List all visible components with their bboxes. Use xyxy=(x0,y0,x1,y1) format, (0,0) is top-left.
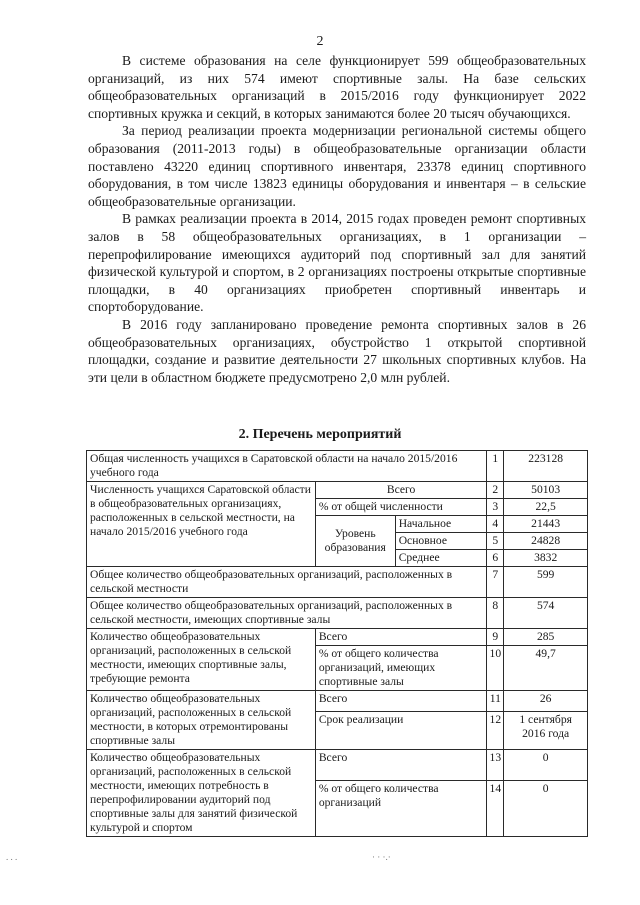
table-row xyxy=(87,451,588,482)
paragraph: В рамках реализации проекта в 2014, 2015 годах проведен ремонт спортивных залов в 58 общеобразовательных организациях, в 1 организации – перепрофилирование имеющихся аудиторий под спортивный зал для занятий физической культурой и спортом, в 2 организациях построены открытые спортивные площадки, в 40 организациях приобретен спортивный инвентарь и спортоборудование. xyxy=(88,211,586,315)
sub-label: Всего xyxy=(315,629,487,646)
sub-label: Всего xyxy=(315,482,487,499)
scan-artifact: · · ·.· xyxy=(372,852,391,862)
table-row xyxy=(87,750,588,781)
row-value: 26 xyxy=(504,691,588,712)
table-row xyxy=(87,482,588,499)
paragraph: В 2016 году запланировано проведение ремонта спортивных залов в 26 общеобразовательных организациях, обустройство 1 открытой спортивной площадки, создание и развитие деятельности 27 школьных спортивных клубов. На эти цели в областном бюджете предусмотрено 2,0 млн рублей. xyxy=(88,316,586,385)
measures-table xyxy=(86,450,588,837)
body-text xyxy=(88,52,586,386)
row-label: Общее количество общеобразовательных организаций, расположенных в сельской местности xyxy=(87,567,487,598)
row-number: 3 xyxy=(487,499,504,516)
row-label: Общее количество общеобразовательных организаций, расположенных в сельской местности, имеющих спортивные залы xyxy=(87,598,487,629)
row-value: 21443 xyxy=(504,516,588,533)
row-value: 285 xyxy=(504,629,588,646)
table-row xyxy=(87,567,588,598)
sub-label: % от общего количества организаций, имеющих спортивные залы xyxy=(315,646,487,691)
level-name: Начальное xyxy=(395,516,487,533)
row-number: 5 xyxy=(487,533,504,550)
paragraph: В системе образования на селе функционирует 599 общеобразовательных организаций, из них 574 имеют спортивные залы. На базе сельских общеобразовательных организаций в 2015/2016 году функционирует 2022 спортивных кружка и секций, в которых занимаются более 20 тысяч обучающихся. xyxy=(88,53,586,121)
row-label: Количество общеобразовательных организаций, расположенных в сельской местности, имеющих спортивные залы, требующие ремонта xyxy=(87,629,316,691)
scan-artifact: . . . xyxy=(6,852,18,862)
sub-label: Всего xyxy=(315,750,487,781)
sub-label: Всего xyxy=(315,691,487,712)
row-number: 4 xyxy=(487,516,504,533)
row-value: 3832 xyxy=(504,550,588,567)
row-value: 1 сентября 2016 года xyxy=(504,711,588,749)
row-value: 22,5 xyxy=(504,499,588,516)
row-number: 13 xyxy=(487,750,504,781)
sub-label: Срок реализации xyxy=(315,711,487,749)
level-name: Основное xyxy=(395,533,487,550)
row-number: 9 xyxy=(487,629,504,646)
row-label: Численность учащихся Саратовской области в общеобразовательных организациях, расположенных в сельской местности, на начало 2015/2016 учебного года xyxy=(87,482,316,567)
row-value: 50103 xyxy=(504,482,588,499)
row-number: 7 xyxy=(487,567,504,598)
row-label: Количество общеобразовательных организаций, расположенных в сельской местности, в которых отремонтированы спортивные залы xyxy=(87,691,316,750)
table-row xyxy=(87,691,588,712)
level-name: Среднее xyxy=(395,550,487,567)
section-title: 2. Перечень мероприятий xyxy=(238,427,402,442)
table-row xyxy=(87,598,588,629)
row-value: 0 xyxy=(504,780,588,836)
row-number: 6 xyxy=(487,550,504,567)
row-value: 223128 xyxy=(504,451,588,482)
row-number: 14 xyxy=(487,780,504,836)
sub-label: Уровень образования xyxy=(315,516,395,567)
table-row xyxy=(87,629,588,646)
row-number: 10 xyxy=(487,646,504,691)
row-value: 574 xyxy=(504,598,588,629)
row-label: Общая численность учащихся в Саратовской области на начало 2015/2016 учебного года xyxy=(87,451,487,482)
sub-label: % от общего количества организаций xyxy=(315,780,487,836)
row-number: 8 xyxy=(487,598,504,629)
row-number: 2 xyxy=(487,482,504,499)
row-number: 1 xyxy=(487,451,504,482)
row-number: 12 xyxy=(487,711,504,749)
row-value: 49,7 xyxy=(504,646,588,691)
row-number: 11 xyxy=(487,691,504,712)
row-value: 599 xyxy=(504,567,588,598)
paragraph: За период реализации проекта модернизации региональной системы общего образования (2011-2013 годы) в общеобразовательные организации области поставлено 43220 единиц спортивного инвентаря, 23378 единиц спортивного оборудования, в том числе 13823 единицы оборудования и инвентаря – в сельские общеобразовательные организации. xyxy=(88,123,586,209)
page-number: 2 xyxy=(316,34,324,49)
sub-label: % от общей численности xyxy=(315,499,487,516)
row-value: 24828 xyxy=(504,533,588,550)
row-label: Количество общеобразовательных организаций, расположенных в сельской местности, имеющих потребность в перепрофилировании аудиторий под спортивные залы для занятий физической культурой и спортом xyxy=(87,750,316,837)
row-value: 0 xyxy=(504,750,588,781)
